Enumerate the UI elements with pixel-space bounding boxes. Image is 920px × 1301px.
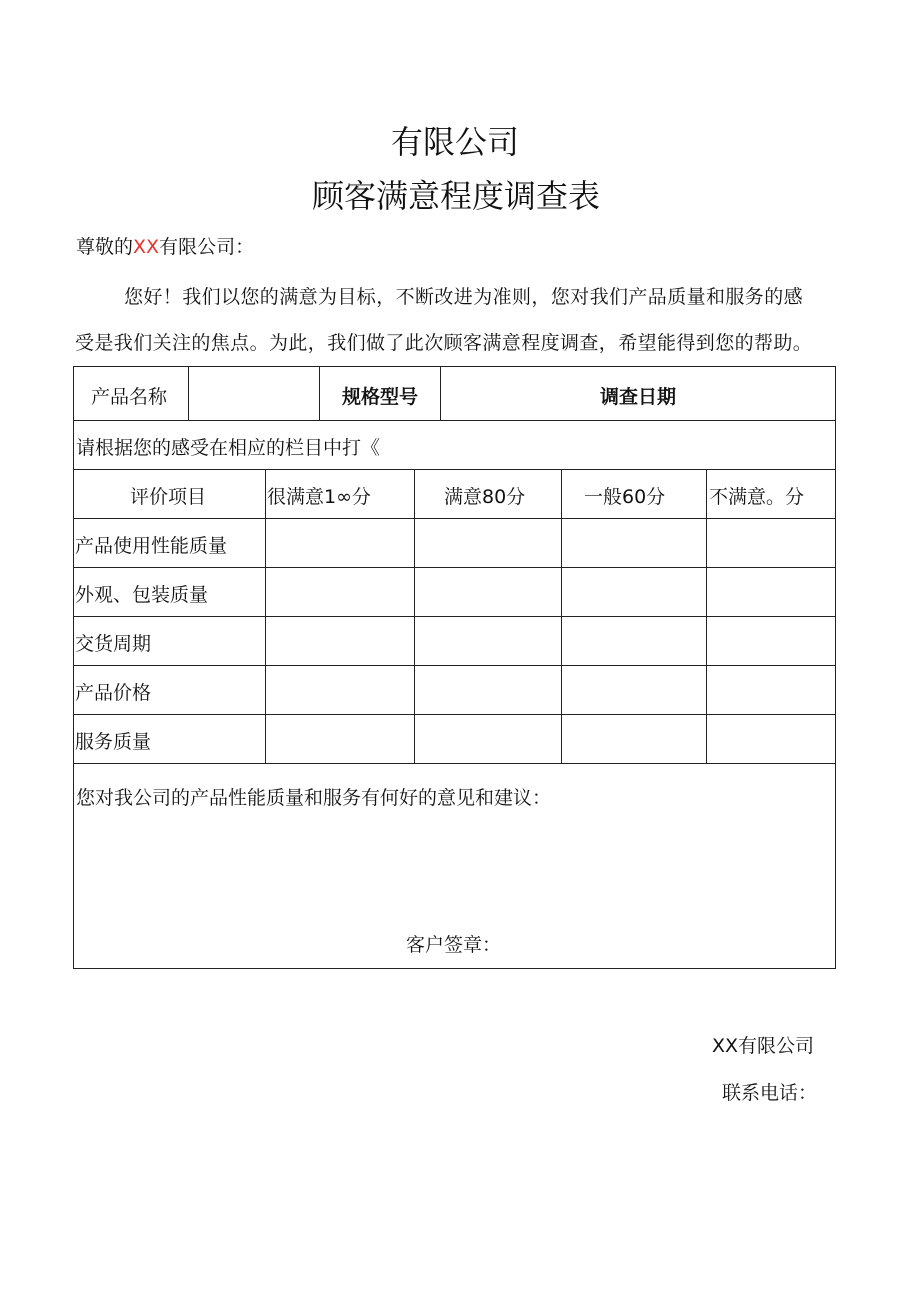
row-divider [74,714,835,715]
col-header-average: 一般60分 [584,486,666,508]
salutation-prefix: 尊敬的 [76,236,134,258]
footer-company: XX有限公司 [712,1035,815,1057]
col-header-satisfied: 满意80分 [444,486,526,508]
row-divider [74,518,835,519]
col-divider [265,469,266,763]
product-name-label: 产品名称 [91,386,168,408]
intro-line-2: 受是我们关注的焦点。为此，我们做了此次顾客满意程度调查，希望能得到您的帮助。 [75,332,813,354]
col-header-item: 评价项目 [130,486,207,508]
row-divider [74,420,835,421]
row-divider [74,469,835,470]
col-divider [706,469,707,763]
instruction-text: 请根据您的感受在相应的栏目中打《 [76,437,381,459]
rating-row-label: 产品使用性能质量 [75,535,228,557]
row-divider [74,763,835,764]
salutation [76,232,254,259]
survey-date-label: 调查日期 [600,386,677,408]
rating-row-label: 外观、包装质量 [75,584,209,606]
row-divider [74,665,835,666]
salutation-company-placeholder: XX [133,236,160,258]
row-divider [74,616,835,617]
survey-table [73,366,836,969]
model-label: 规格型号 [342,386,419,408]
rating-row-label: 服务质量 [75,731,152,753]
col-divider [561,469,562,763]
row-divider [74,567,835,568]
col-divider [188,367,189,420]
rating-row-label: 产品价格 [75,682,152,704]
footer-phone-label: 联系电话： [722,1082,818,1104]
product-name-field[interactable] [190,382,317,404]
col-divider [440,367,441,420]
col-divider [414,469,415,763]
col-header-very-satisfied: 很满意1∞分 [267,486,371,508]
intro-line-1: 您好！我们以您的满意为目标，不断改进为准则，您对我们产品质量和服务的感 [124,286,804,308]
company-title: 有限公司 [390,123,519,161]
customer-signature-label: 客户签章： [406,934,502,956]
form-title: 顾客满意程度调查表 [311,177,600,215]
col-divider [319,367,320,420]
salutation-suffix: 有限公司： [159,236,255,258]
col-header-unsatisfied: 不满意。分 [709,486,805,508]
rating-row-label: 交货周期 [75,633,152,655]
feedback-prompt: 您对我公司的产品性能质量和服务有何好的意见和建议： [76,787,552,809]
